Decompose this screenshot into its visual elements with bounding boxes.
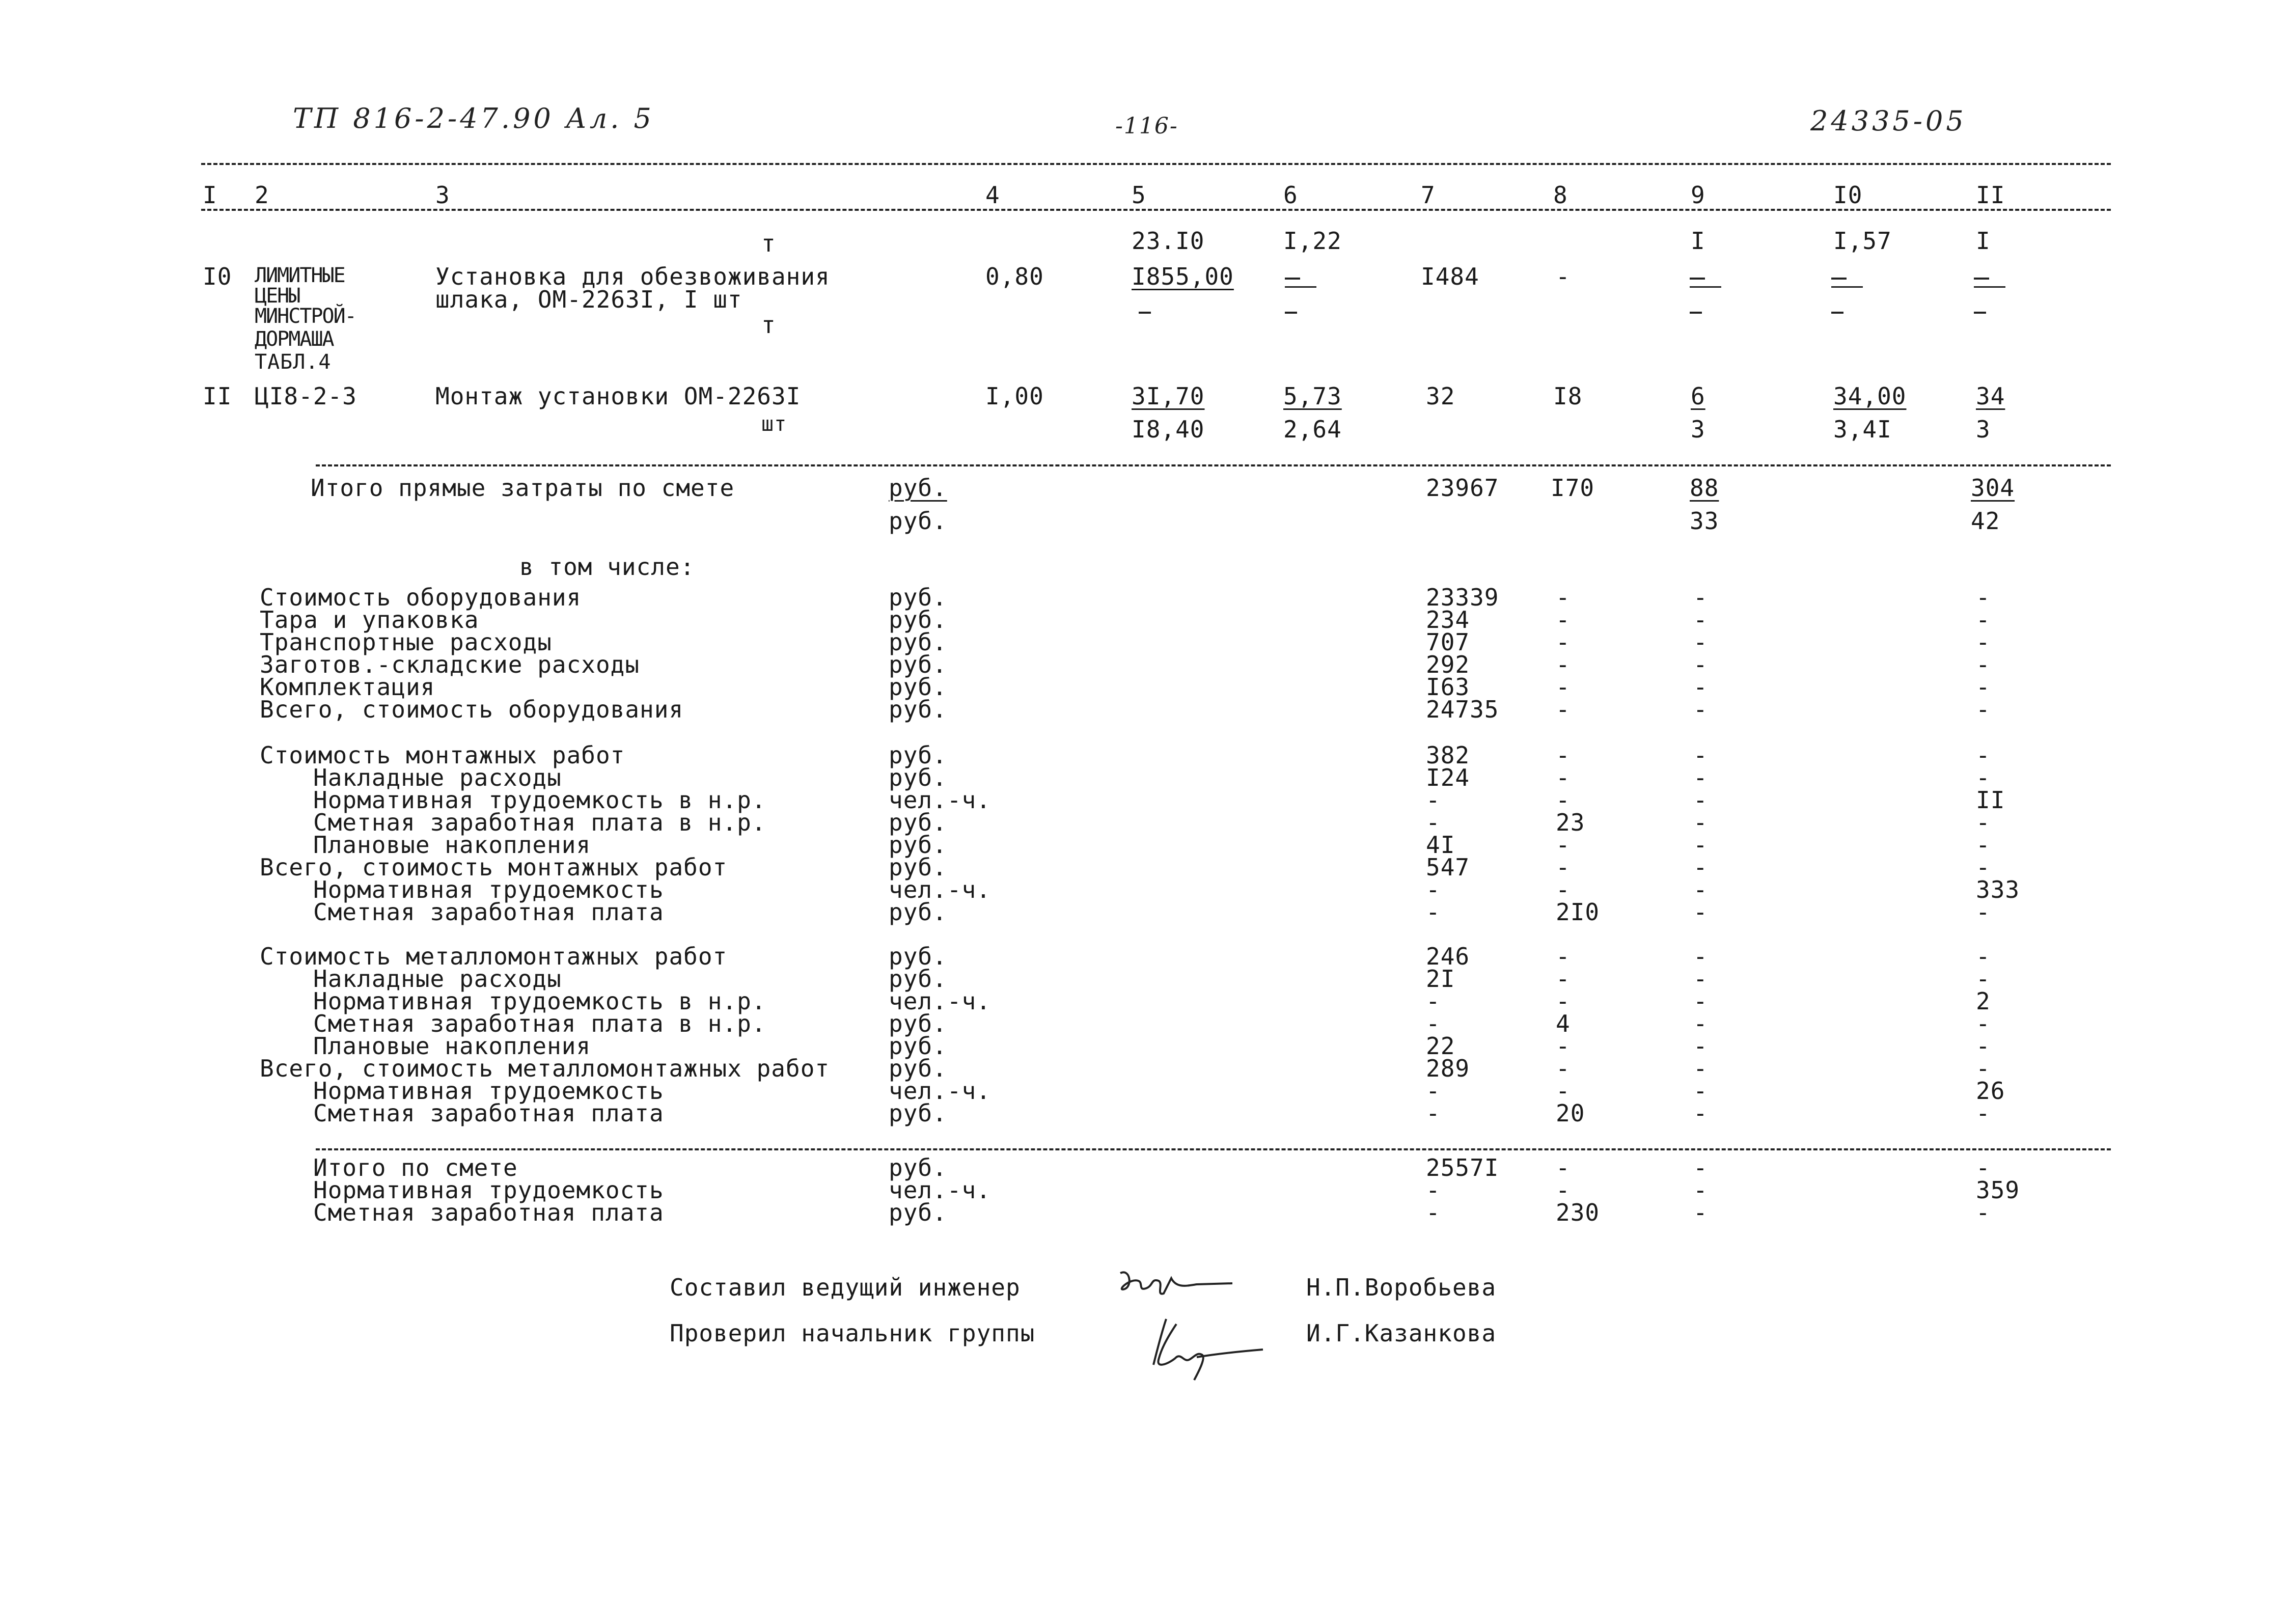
column-header: 4 xyxy=(985,181,1000,209)
cell-c9: - xyxy=(1693,1055,1708,1082)
cell-c9: - xyxy=(1693,1032,1708,1060)
unit-cell: руб. xyxy=(889,1154,947,1181)
signature-kazankova xyxy=(1146,1314,1268,1385)
cell-c11: - xyxy=(1976,854,1991,881)
column-header: 8 xyxy=(1553,181,1568,209)
cell-c8: - xyxy=(1556,1176,1571,1204)
row-label: Всего, стоимость металломонтажных работ xyxy=(260,1055,830,1082)
cell-c8: - xyxy=(1556,673,1571,701)
unit-cell: руб. xyxy=(889,831,947,859)
cell-c9: - xyxy=(1693,606,1708,634)
cell-c7: - xyxy=(1426,876,1441,903)
cell-c5: I855,00 xyxy=(1132,263,1234,290)
underline-mark xyxy=(1690,286,1721,288)
cell-c7: - xyxy=(1426,1176,1441,1204)
cell-c7: - xyxy=(1426,898,1441,926)
cell-c8: - xyxy=(1556,1077,1571,1105)
cell-c7: 292 xyxy=(1426,651,1470,678)
cell-c8: - xyxy=(1556,764,1571,791)
cell-c8: 230 xyxy=(1556,1199,1600,1226)
row-label: Стоимость металломонтажных работ xyxy=(260,943,728,970)
cell-c9: - xyxy=(1693,673,1708,701)
cell-c11: 2 xyxy=(1976,987,1991,1015)
cell-c8: - xyxy=(1556,965,1571,993)
section-rule xyxy=(316,1148,2111,1150)
row-label: Нормативная трудоемкость в н.р. xyxy=(313,987,766,1015)
cell-c7: 234 xyxy=(1426,606,1470,634)
cell-c9-numerator: 88 xyxy=(1690,474,1719,502)
dash-mark xyxy=(1285,278,1300,280)
row-name: Монтаж установки ОМ-2263I xyxy=(435,382,801,410)
column-header: 2 xyxy=(255,181,269,209)
cell-c8: - xyxy=(1556,263,1571,290)
row-label: Сметная заработная плата в н.р. xyxy=(313,1010,766,1037)
unit-cell: руб. xyxy=(889,474,947,502)
unit-cell: руб. xyxy=(889,651,947,678)
cell-c9-denominator: 33 xyxy=(1690,507,1719,535)
cell-c8: - xyxy=(1556,786,1571,814)
cell-c11: - xyxy=(1976,741,1991,769)
cell-c11: I xyxy=(1976,227,1991,255)
cell-c11: - xyxy=(1976,965,1991,993)
unit-cell: руб. xyxy=(889,943,947,970)
cell-c5-denominator: I8,40 xyxy=(1132,416,1205,443)
column-header: 9 xyxy=(1691,181,1705,209)
cell-c11: 333 xyxy=(1976,876,2020,903)
cell-c9: - xyxy=(1693,741,1708,769)
cell-c8: 20 xyxy=(1556,1099,1585,1127)
cell-c9: - xyxy=(1693,1199,1708,1226)
cell-c7: 547 xyxy=(1426,854,1470,881)
row-label: Нормативная трудоемкость xyxy=(313,876,664,903)
unit-cell: чел.-ч. xyxy=(889,786,991,814)
cell-c8: - xyxy=(1556,1032,1571,1060)
unit-cell: шт xyxy=(761,412,787,436)
cell-c7: I63 xyxy=(1426,673,1470,701)
cell-c9: - xyxy=(1693,696,1708,723)
composed-by-label: Составил ведущий инженер xyxy=(670,1274,1021,1301)
cell-c7: 32 xyxy=(1426,382,1455,410)
cell-c7: 2I xyxy=(1426,965,1455,993)
cell-c11: - xyxy=(1976,673,1991,701)
unit-cell: чел.-ч. xyxy=(889,876,991,903)
cell-c9-denominator: 3 xyxy=(1691,416,1705,443)
cell-c11: 26 xyxy=(1976,1077,2005,1105)
cell-c8: - xyxy=(1556,1055,1571,1082)
cell-c11: - xyxy=(1976,831,1991,859)
cell-c10-denominator: 3,4I xyxy=(1833,416,1892,443)
cell-c7: - xyxy=(1426,786,1441,814)
unit-cell: руб. xyxy=(889,809,947,836)
dash-mark xyxy=(1690,278,1705,280)
cell-c9: - xyxy=(1693,764,1708,791)
underline-mark xyxy=(1285,286,1316,288)
cell-c7: 23339 xyxy=(1426,584,1499,611)
row-label: Плановые накопления xyxy=(313,831,591,859)
cell-c11: - xyxy=(1976,651,1991,678)
row-label: Нормативная трудоемкость xyxy=(313,1176,664,1204)
cell-c7: - xyxy=(1426,1199,1441,1226)
cell-c9: - xyxy=(1693,1099,1708,1127)
row-label: Стоимость монтажных работ xyxy=(260,741,625,769)
unit-cell: чел.-ч. xyxy=(889,1077,991,1105)
cell-c11: - xyxy=(1976,606,1991,634)
cell-c11: - xyxy=(1976,764,1991,791)
cell-c8: - xyxy=(1556,831,1571,859)
dash-mark xyxy=(1690,312,1702,314)
unit-cell: руб. xyxy=(889,764,947,791)
cell-c11: - xyxy=(1976,943,1991,970)
cell-c11: - xyxy=(1976,1154,1991,1181)
cell-c7: I484 xyxy=(1421,263,1479,290)
row-label: Стоимость оборудования xyxy=(260,584,582,611)
cell-c7: - xyxy=(1426,809,1441,836)
cell-c9: I xyxy=(1691,227,1705,255)
cell-c9: - xyxy=(1693,965,1708,993)
row-code-line: ЦЕНЫ xyxy=(255,284,300,308)
row-code-line: ТАБЛ.4 xyxy=(255,350,332,374)
unit-cell: чел.-ч. xyxy=(889,987,991,1015)
cell-c7: - xyxy=(1426,1099,1441,1127)
cell-c11: - xyxy=(1976,809,1991,836)
cell-c8: - xyxy=(1556,606,1571,634)
underline-mark xyxy=(1831,286,1863,288)
cell-c8: - xyxy=(1556,584,1571,611)
cell-c11: - xyxy=(1976,1099,1991,1127)
header-rule-top xyxy=(201,163,2111,165)
row-label: Сметная заработная плата xyxy=(313,1199,664,1226)
composed-by-name: Н.П.Воробьева xyxy=(1306,1274,1497,1301)
cell-c7: 24735 xyxy=(1426,696,1499,723)
cell-c6-numerator: 5,73 xyxy=(1283,382,1342,410)
cell-c11: - xyxy=(1976,696,1991,723)
cell-c5: 23.I0 xyxy=(1132,227,1205,255)
cell-c9: - xyxy=(1693,943,1708,970)
cell-qty: I,00 xyxy=(985,382,1044,410)
dash-mark xyxy=(1831,312,1843,314)
unit-cell: руб. xyxy=(889,854,947,881)
column-header: I0 xyxy=(1833,181,1863,209)
section-rule xyxy=(316,464,2111,466)
cell-c11: - xyxy=(1976,584,1991,611)
cell-c9: - xyxy=(1693,786,1708,814)
cell-c11: - xyxy=(1976,1055,1991,1082)
cell-c7: 23967 xyxy=(1426,474,1499,502)
cell-c6-denominator: 2,64 xyxy=(1283,416,1342,443)
cell-c7: - xyxy=(1426,987,1441,1015)
unit-cell: руб. xyxy=(889,898,947,926)
cell-c8: 2I0 xyxy=(1556,898,1600,926)
cell-c10-numerator: 34,00 xyxy=(1833,382,1907,410)
cell-c9: - xyxy=(1693,1010,1708,1037)
dash-mark xyxy=(1974,312,1986,314)
cell-c7: 246 xyxy=(1426,943,1470,970)
checked-by-name: И.Г.Казанкова xyxy=(1306,1319,1497,1347)
inventory-number: 24335-05 xyxy=(1810,105,1967,137)
column-header: II xyxy=(1976,181,2005,209)
unit-cell: руб. xyxy=(889,1010,947,1037)
cell-c8: I8 xyxy=(1553,382,1583,410)
cell-c8: - xyxy=(1556,987,1571,1015)
row-code-line: МИНСТРОЙ- xyxy=(255,305,356,328)
cell-c8: - xyxy=(1556,696,1571,723)
cell-c7: - xyxy=(1426,1077,1441,1105)
row-label: Заготов.-складские расходы xyxy=(260,651,640,678)
cell-c11-numerator: 34 xyxy=(1976,382,2005,410)
cell-c8: - xyxy=(1556,741,1571,769)
dash-mark xyxy=(1285,312,1297,314)
cell-c11: - xyxy=(1976,628,1991,656)
cell-c7: - xyxy=(1426,1010,1441,1037)
unit-cell: руб. xyxy=(889,673,947,701)
dash-mark xyxy=(1974,278,1989,280)
unit-cell: руб. xyxy=(889,965,947,993)
row-label: Сметная заработная плата xyxy=(313,898,664,926)
cell-c8: - xyxy=(1556,854,1571,881)
column-header: 3 xyxy=(435,181,450,209)
cell-c8: I70 xyxy=(1551,474,1595,502)
unit-cell: т xyxy=(761,230,776,257)
row-number: I0 xyxy=(203,263,232,290)
cell-c9-numerator: 6 xyxy=(1691,382,1705,410)
row-label: Всего, стоимость оборудования xyxy=(260,696,684,723)
column-header: I xyxy=(203,181,217,209)
unit-cell: руб. xyxy=(889,628,947,656)
dash-mark xyxy=(1139,312,1151,314)
cell-c11-denominator: 3 xyxy=(1976,416,1991,443)
cell-c8: - xyxy=(1556,943,1571,970)
cell-c8: - xyxy=(1556,628,1571,656)
column-header: 6 xyxy=(1283,181,1298,209)
row-label: Нормативная трудоемкость xyxy=(313,1077,664,1105)
page-number: -116- xyxy=(1115,113,1178,139)
cell-c9: - xyxy=(1693,898,1708,926)
cell-c6: I,22 xyxy=(1283,227,1342,255)
column-header: 5 xyxy=(1132,181,1146,209)
header-rule-bottom xyxy=(201,209,2111,211)
unit-cell: руб. xyxy=(889,1199,947,1226)
cell-c7: 2557I xyxy=(1426,1154,1499,1181)
cell-c9: - xyxy=(1693,1077,1708,1105)
column-header: 7 xyxy=(1421,181,1436,209)
unit-cell: т xyxy=(761,311,776,339)
checked-by-label: Проверил начальник группы xyxy=(670,1319,1035,1347)
signature-vorobyeva xyxy=(1115,1258,1237,1304)
cell-c11: 359 xyxy=(1976,1176,2020,1204)
cell-c9: - xyxy=(1693,809,1708,836)
cell-c8: - xyxy=(1556,1154,1571,1181)
row-label: Комплектация xyxy=(260,673,435,701)
row-code-line: ЛИМИТНЫЕ xyxy=(255,264,345,287)
cell-c11: - xyxy=(1976,1010,1991,1037)
row-number: II xyxy=(203,382,232,410)
dash-mark xyxy=(1831,278,1847,280)
row-label: Тара и упаковка xyxy=(260,606,479,634)
cell-c9: - xyxy=(1693,876,1708,903)
cell-c9: - xyxy=(1693,831,1708,859)
cell-c5-numerator: 3I,70 xyxy=(1132,382,1205,410)
cell-c8: 23 xyxy=(1556,809,1585,836)
row-label: Транспортные расходы xyxy=(260,628,552,656)
cell-c9: - xyxy=(1693,854,1708,881)
row-label: Сметная заработная плата xyxy=(313,1099,664,1127)
row-label: Накладные расходы xyxy=(313,965,562,993)
unit-cell: руб. xyxy=(889,1099,947,1127)
unit-cell: чел.-ч. xyxy=(889,1176,991,1204)
row-label: Итого по смете xyxy=(313,1154,518,1181)
cell-c11: - xyxy=(1976,1199,1991,1226)
cell-c8: - xyxy=(1556,651,1571,678)
including-label: в том числе: xyxy=(519,553,695,581)
cell-c11: II xyxy=(1976,786,2005,814)
row-code: ЦI8-2-3 xyxy=(255,382,357,410)
row-code-line: ДОРМАША xyxy=(255,327,334,351)
underline-mark xyxy=(1974,286,2005,288)
cell-c7: 707 xyxy=(1426,628,1470,656)
document-code: ТП 816-2-47.90 Ал. 5 xyxy=(293,102,654,134)
row-label: Накладные расходы xyxy=(313,764,562,791)
cell-c10: I,57 xyxy=(1833,227,1892,255)
cell-c7: 22 xyxy=(1426,1032,1455,1060)
unit-cell: руб. xyxy=(889,1055,947,1082)
row-name-line: шлака, ОМ-2263I, I шт xyxy=(435,286,742,313)
row-label: Плановые накопления xyxy=(313,1032,591,1060)
cell-c9: - xyxy=(1693,628,1708,656)
cell-c7: 4I xyxy=(1426,831,1455,859)
cell-c9: - xyxy=(1693,987,1708,1015)
cell-c11: - xyxy=(1976,1032,1991,1060)
cell-c9: - xyxy=(1693,1176,1708,1204)
cell-c7: I24 xyxy=(1426,764,1470,791)
cell-c8: 4 xyxy=(1556,1010,1571,1037)
unit-cell: руб. xyxy=(889,741,947,769)
unit-cell: руб. xyxy=(889,584,947,611)
row-label: Сметная заработная плата в н.р. xyxy=(313,809,766,836)
cell-c9: - xyxy=(1693,584,1708,611)
row-label: Нормативная трудоемкость в н.р. xyxy=(313,786,766,814)
cell-c7: 289 xyxy=(1426,1055,1470,1082)
cell-c11-numerator: 304 xyxy=(1971,474,2015,502)
cell-c9: - xyxy=(1693,1154,1708,1181)
cell-qty: 0,80 xyxy=(985,263,1044,290)
cell-c9: - xyxy=(1693,651,1708,678)
cell-c11: - xyxy=(1976,898,1991,926)
unit-cell: руб. xyxy=(889,606,947,634)
cell-c11-denominator: 42 xyxy=(1971,507,2000,535)
row-name-line: Установка для обезвоживания xyxy=(435,263,830,290)
unit-cell: руб. xyxy=(889,507,947,535)
direct-costs-label: Итого прямые затраты по смете xyxy=(311,474,735,502)
cell-c8: - xyxy=(1556,876,1571,903)
cell-c7: 382 xyxy=(1426,741,1470,769)
row-label: Всего, стоимость монтажных работ xyxy=(260,854,728,881)
unit-cell: руб. xyxy=(889,1032,947,1060)
unit-cell: руб. xyxy=(889,696,947,723)
